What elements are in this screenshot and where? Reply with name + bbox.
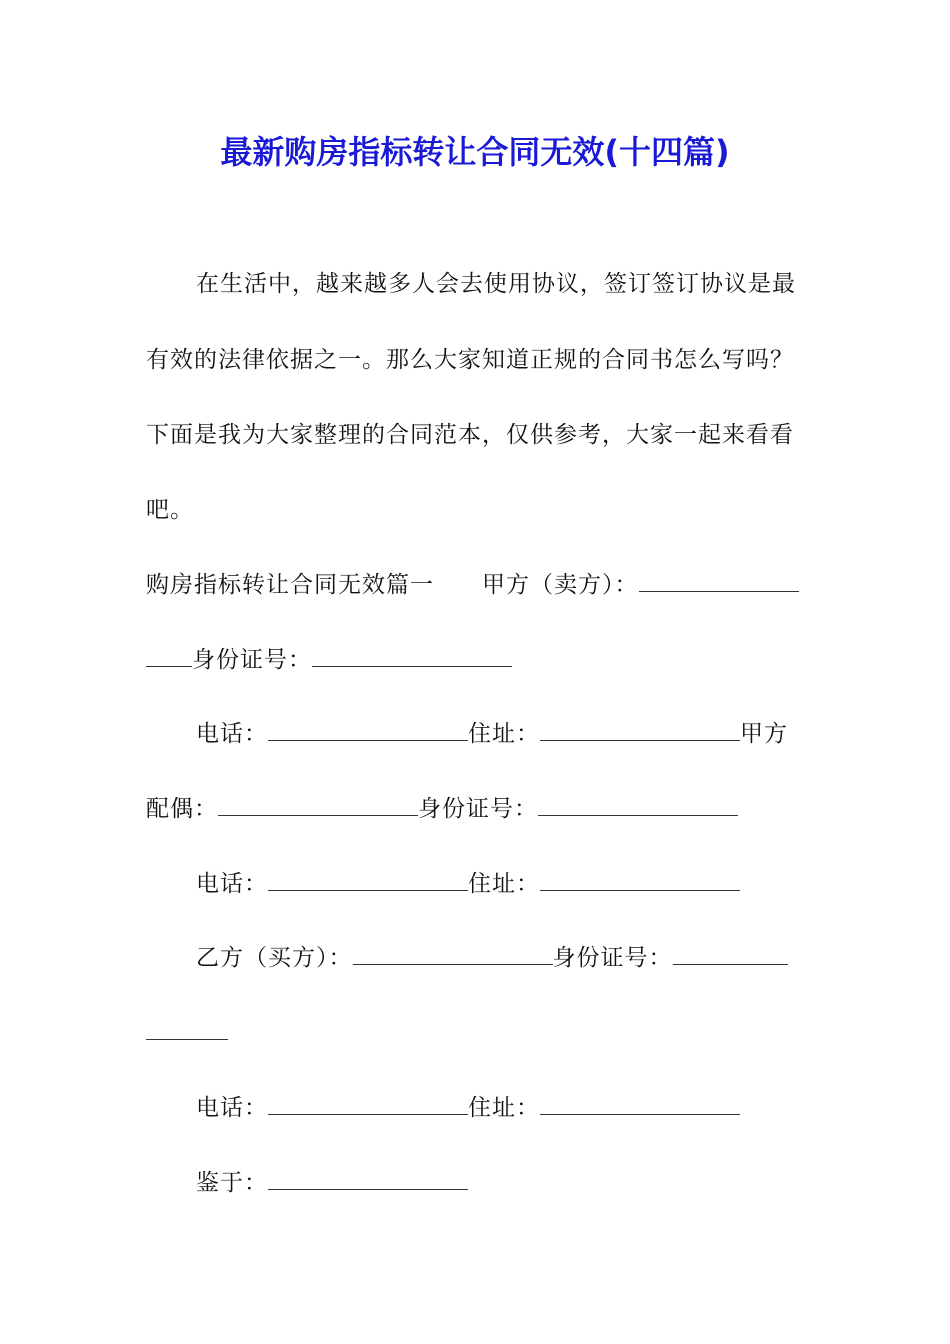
intro-line-2: 有效的法律依据之一。那么大家知道正规的合同书怎么写吗？ [146, 347, 794, 373]
spouse-name-field[interactable] [218, 793, 418, 816]
party-b-name-field[interactable] [353, 942, 553, 965]
address-label: 住址： [468, 871, 540, 897]
whereas-label: 鉴于： [196, 1170, 268, 1196]
party-a-label: 甲方（卖方）： [482, 572, 639, 598]
party-a-address-field[interactable] [540, 718, 740, 741]
party-b-line [196, 942, 788, 974]
spouse-label: 配偶： [146, 796, 218, 822]
spouse-phone-field[interactable] [268, 868, 468, 891]
whereas-field[interactable] [268, 1167, 468, 1190]
party-a-contact-line [196, 718, 788, 750]
address-label: 住址： [468, 1095, 540, 1121]
id-number-label: 身份证号： [418, 796, 538, 822]
document-title: 最新购房指标转让合同无效(十四篇) [220, 133, 730, 171]
party-a-id-field[interactable] [312, 644, 512, 667]
party-b-label: 乙方（买方）： [196, 945, 353, 971]
intro-line-4: 吧。 [146, 497, 194, 523]
whereas-line [196, 1167, 468, 1199]
address-label: 住址： [468, 721, 540, 747]
intro-line-3: 下面是我为大家整理的合同范本，仅供参考，大家一起来看看 [146, 422, 794, 448]
party-a-phone-field[interactable] [268, 718, 468, 741]
party-a-spouse-label: 甲方 [740, 721, 788, 747]
id-number-label: 身份证号： [552, 945, 673, 971]
party-a-name-field[interactable] [639, 569, 799, 592]
phone-label: 电话： [196, 1095, 268, 1121]
id-number-label: 身份证号： [192, 647, 312, 673]
spouse-id-field[interactable] [538, 793, 738, 816]
phone-label: 电话： [196, 721, 268, 747]
party-a-id-line [146, 644, 512, 676]
spouse-line [146, 793, 738, 825]
spouse-contact-line [196, 868, 740, 900]
party-a-name-field-continued[interactable] [146, 644, 192, 667]
section-heading: 购房指标转让合同无效篇一 [146, 572, 434, 598]
party-b-id-field[interactable] [673, 942, 788, 965]
intro-line-1: 在生活中，越来越多人会去使用协议，签订签订协议是最 [196, 271, 796, 297]
party-a-line [146, 569, 799, 601]
party-b-contact-line [196, 1092, 740, 1124]
party-b-address-field[interactable] [540, 1092, 740, 1115]
party-b-id-continued-line [146, 1017, 228, 1049]
phone-label: 电话： [196, 871, 268, 897]
spouse-address-field[interactable] [540, 868, 740, 891]
party-b-phone-field[interactable] [268, 1092, 468, 1115]
party-b-id-field-continued[interactable] [146, 1017, 228, 1040]
